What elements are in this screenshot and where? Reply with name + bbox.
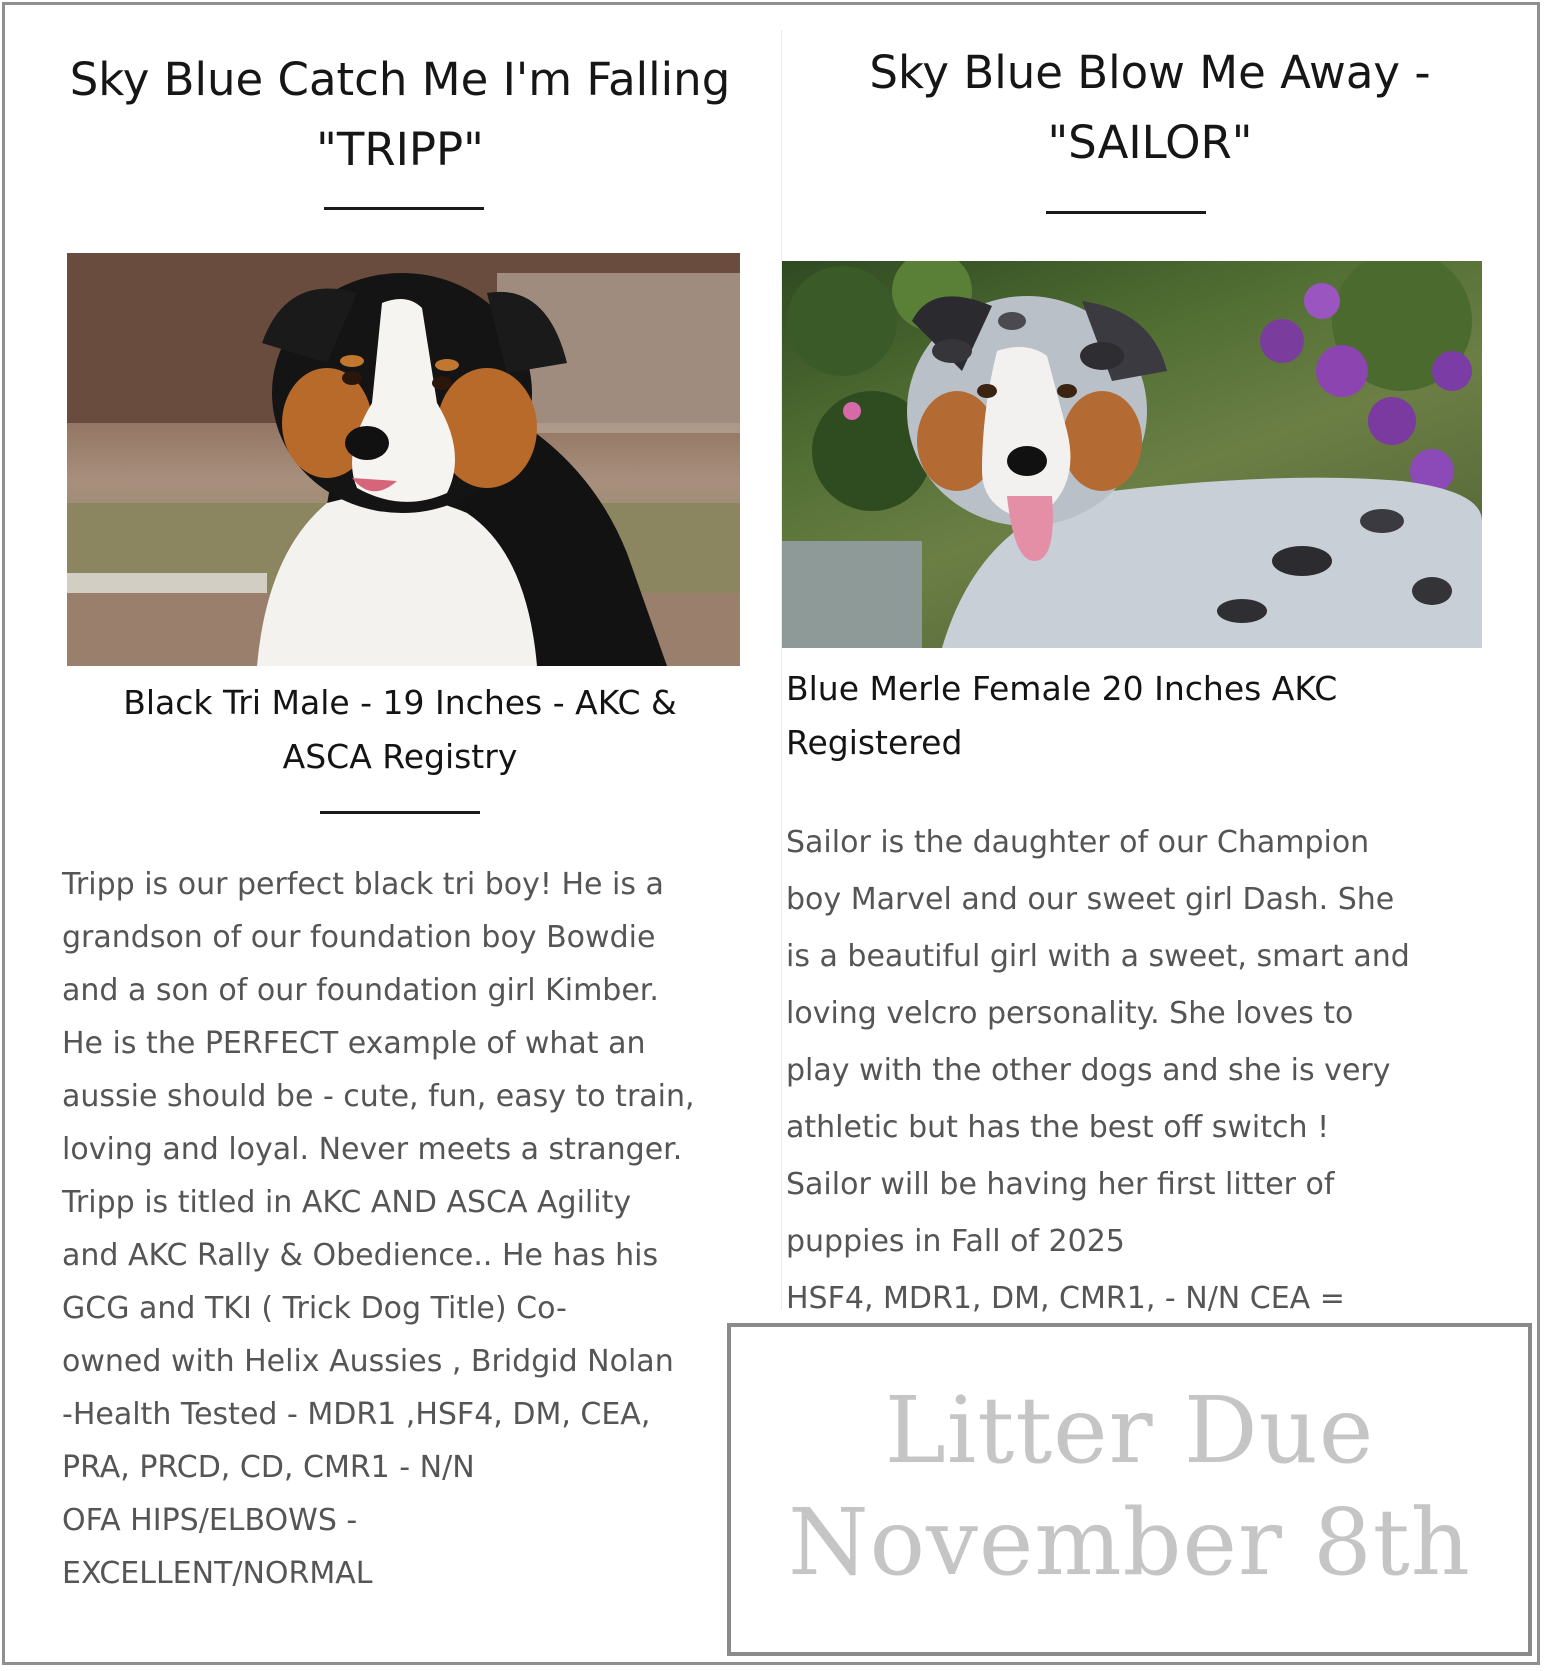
tripp-desc-line: loving and loyal. Never meets a stranger. <box>62 1132 683 1167</box>
sailor-desc-line: HSF4, MDR1, DM, CMR1, - N/N CEA = <box>786 1281 1345 1316</box>
sailor-title-line1: Sky Blue Blow Me Away - <box>869 46 1431 99</box>
tripp-subtitle-line1: Black Tri Male - 19 Inches - AKC & <box>123 683 677 722</box>
sailor-title <box>790 38 1510 178</box>
sailor-photo <box>782 261 1482 648</box>
litter-due-line2: November 8th <box>788 1489 1471 1596</box>
tripp-desc-line: and AKC Rally & Obedience.. He has his <box>62 1238 659 1273</box>
tripp-desc-line: He is the PERFECT example of what an <box>62 1026 646 1061</box>
sailor-subtitle-line2: Registered <box>786 723 963 762</box>
tripp-desc-line: Tripp is our perfect black tri boy! He is a <box>62 867 664 902</box>
sailor-desc-line: is a beautiful girl with a sweet, smart and <box>786 939 1410 974</box>
sailor-description <box>786 814 1526 1327</box>
tripp-desc-line: owned with Helix Aussies , Bridgid Nolan <box>62 1344 674 1379</box>
tripp-subtitle-rule <box>320 811 480 814</box>
column-divider <box>781 30 782 1310</box>
sailor-desc-line: athletic but has the best off switch ! <box>786 1110 1330 1145</box>
tripp-title-line2: "TRIPP" <box>316 123 484 176</box>
tripp-title-rule <box>324 207 484 210</box>
sailor-title-rule <box>1046 211 1206 214</box>
sailor-desc-line: Sailor is the daughter of our Champion <box>786 825 1370 860</box>
tripp-subtitle-line2: ASCA Registry <box>282 737 518 776</box>
tripp-subtitle <box>40 676 760 784</box>
tripp-desc-line: EXCELLENT/NORMAL <box>62 1556 373 1591</box>
tripp-desc-line: Tripp is titled in AKC AND ASCA Agility <box>62 1185 632 1220</box>
tripp-desc-line: PRA, PRCD, CD, CMR1 - N/N <box>62 1450 475 1485</box>
tripp-photo <box>67 253 740 666</box>
tripp-title <box>40 45 760 185</box>
sailor-desc-line: play with the other dogs and she is very <box>786 1053 1391 1088</box>
tripp-desc-line: GCG and TKI ( Trick Dog Title) Co- <box>62 1291 567 1326</box>
tripp-description <box>62 858 762 1600</box>
sailor-desc-line: boy Marvel and our sweet girl Dash. She <box>786 882 1395 917</box>
tripp-title-line1: Sky Blue Catch Me I'm Falling <box>69 53 731 106</box>
tripp-desc-line: grandson of our foundation boy Bowdie <box>62 920 656 955</box>
litter-due-line1: Litter Due <box>884 1377 1375 1484</box>
tripp-desc-line: and a son of our foundation girl Kimber. <box>62 973 659 1008</box>
sailor-desc-line: puppies in Fall of 2025 <box>786 1224 1125 1259</box>
tripp-desc-line: OFA HIPS/ELBOWS - <box>62 1503 358 1538</box>
tripp-desc-line: aussie should be - cute, fun, easy to train, <box>62 1079 695 1114</box>
sailor-desc-line: loving velcro personality. She loves to <box>786 996 1354 1031</box>
sailor-subtitle <box>786 662 1506 770</box>
litter-due-box <box>727 1323 1532 1656</box>
sailor-desc-line: Sailor will be having her first litter of <box>786 1167 1335 1202</box>
sailor-dog-illustration <box>782 261 1482 648</box>
tripp-dog-illustration <box>67 253 740 666</box>
sailor-title-line2: "SAILOR" <box>1047 116 1253 169</box>
tripp-desc-line: -Health Tested - MDR1 ,HSF4, DM, CEA, <box>62 1397 651 1432</box>
sailor-subtitle-line1: Blue Merle Female 20 Inches AKC <box>786 669 1338 708</box>
